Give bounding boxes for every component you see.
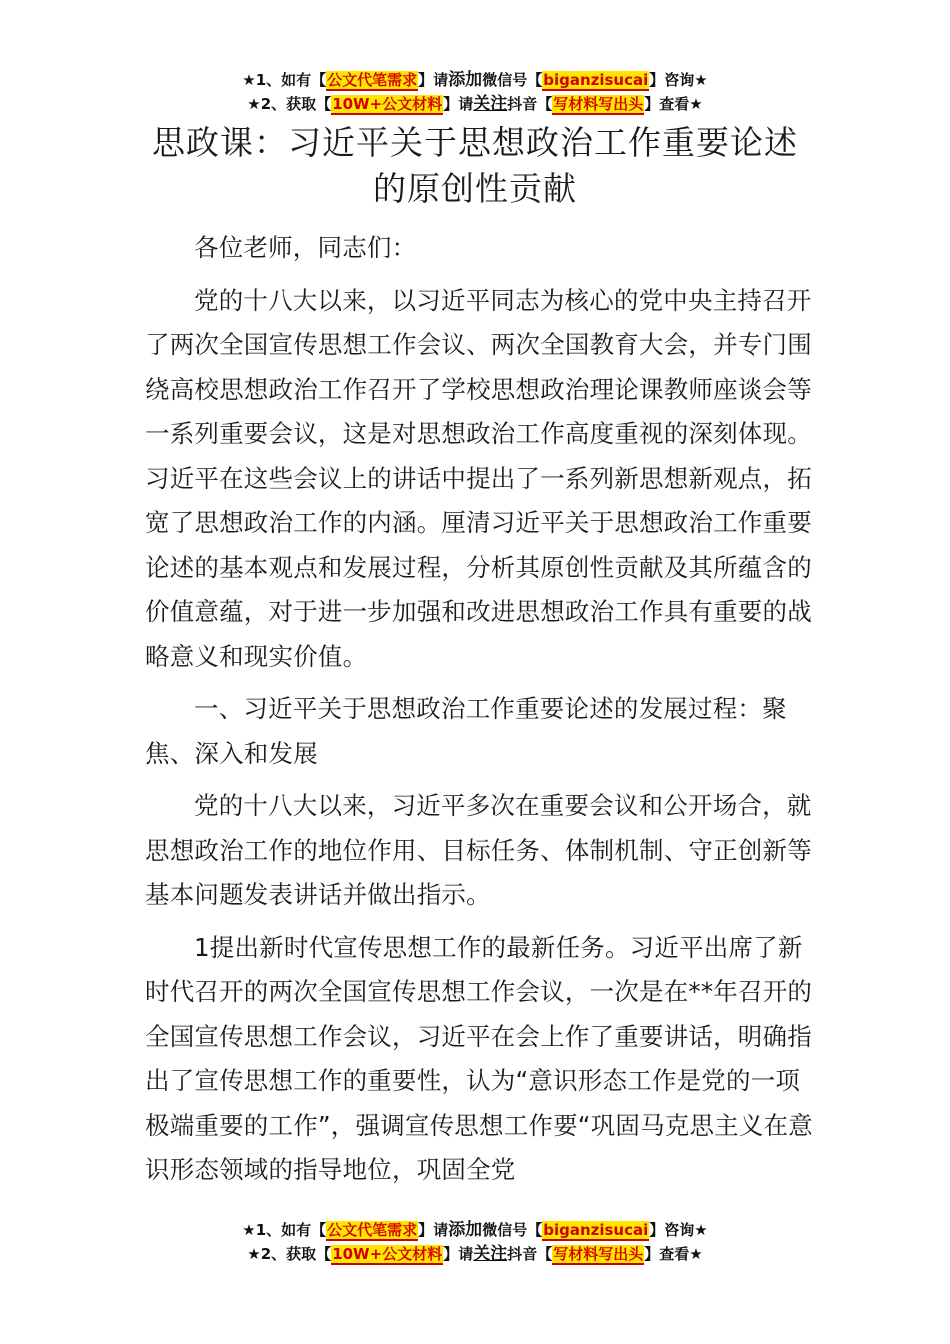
promo-line-1: ★1、如有【公文代笔需求】请添加微信号【biganzisucai】咨询★ xyxy=(242,70,708,90)
promo-line-1: ★1、如有【公文代笔需求】请添加微信号【biganzisucai】咨询★ xyxy=(242,1220,708,1240)
promo-banner-bottom xyxy=(0,1218,950,1266)
promo-highlight-service: 公文代笔需求 xyxy=(327,71,418,89)
promo-highlight-wechat: biganzisucai xyxy=(543,71,649,89)
promo-highlight-materials: 10W+公文材料 xyxy=(332,95,443,113)
paragraph-section-1: 党的十八大以来，习近平多次在重要会议和公开场合，就思想政治工作的地位作用、目标任务、体制机制、守正创新等基本问题发表讲话并做出指示。 xyxy=(145,791,812,909)
promo-highlight-service: 公文代笔需求 xyxy=(327,1221,418,1239)
paragraph-intro: 党的十八大以来，以习近平同志为核心的党中央主持召开了两次全国宣传思想工作会议、两次全国教育大会，并专门围绕高校思想政治工作召开了学校思想政治理论课教师座谈会等一系列重要会议，这是对思想政治工作高度重视的深刻体现。习近平在这些会议上的讲话中提出了一系列新思想新观点，拓宽了思想政治工作的内涵。厘清习近平关于思想政治工作重要论述的基本观点和发展过程，分析其原创性贡献及其所蕴含的价值意蕴，对于进一步加强和改进思想政治工作具有重要的战略意义和现实价值。 xyxy=(145,285,812,671)
document-title xyxy=(140,120,810,212)
promo-highlight-wechat: biganzisucai xyxy=(543,1221,649,1239)
promo-highlight-douyin: 写材料写出头 xyxy=(553,1245,644,1263)
promo-line-2: ★2、获取【10W+公文材料】请关注抖音【写材料写出头】查看★ xyxy=(247,94,703,114)
salutation: 各位老师，同志们： xyxy=(194,233,417,262)
promo-highlight-materials: 10W+公文材料 xyxy=(332,1245,443,1263)
title-line-2: 的原创性贡献 xyxy=(373,169,577,208)
document-body xyxy=(145,226,815,1201)
title-line-1: 思政课：习近平关于思想政治工作重要论述 xyxy=(152,123,798,162)
promo-banner-top xyxy=(0,68,950,116)
promo-line-2: ★2、获取【10W+公文材料】请关注抖音【写材料写出头】查看★ xyxy=(247,1244,703,1264)
promo-highlight-douyin: 写材料写出头 xyxy=(553,95,644,113)
section-heading-1: 一、习近平关于思想政治工作重要论述的发展过程：聚焦、深入和发展 xyxy=(145,694,787,768)
paragraph-point-1: 1提出新时代宣传思想工作的最新任务。习近平出席了新时代召开的两次全国宣传思想工作会议，一次是在**年召开的全国宣传思想工作会议，习近平在会上作了重要讲话，明确指出了宣传思想工作的重要性，认为“意识形态工作是党的一项极端重要的工作”，强调宣传思想工作要“巩固马克思主义在意识形态领域的指导地位，巩固全党 xyxy=(145,932,813,1184)
